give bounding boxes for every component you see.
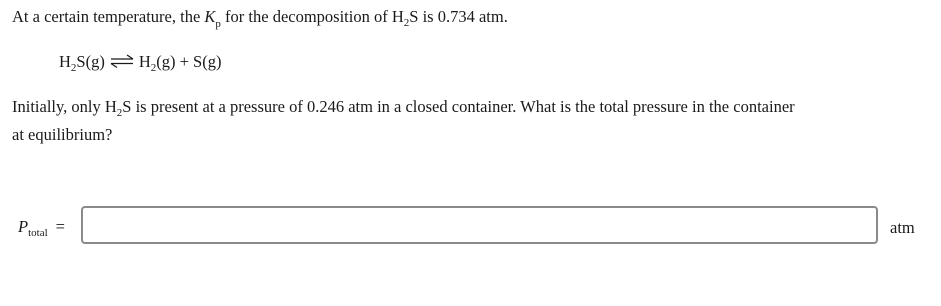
equals-sign: = bbox=[55, 217, 65, 236]
product-rest: (g) + S(g) bbox=[156, 52, 222, 71]
question-body bbox=[12, 96, 795, 118]
product1-h: H bbox=[138, 52, 151, 71]
reactant-rest: S(g) bbox=[76, 52, 105, 71]
product1-subscript: 2 bbox=[150, 62, 157, 74]
h2s-subscript: 2 bbox=[403, 17, 410, 29]
pressure-subscript: total bbox=[28, 227, 48, 239]
total-pressure-input[interactable] bbox=[81, 206, 878, 244]
reactant-h: H bbox=[59, 52, 71, 71]
intro-text-2: for the decomposition of H bbox=[220, 7, 404, 26]
pressure-symbol: P bbox=[18, 217, 29, 236]
reaction-equation bbox=[59, 51, 221, 73]
kp-subscript: p bbox=[215, 18, 221, 30]
question-intro bbox=[12, 6, 508, 28]
question-body-end: at equilibrium? bbox=[12, 125, 113, 144]
intro-text-1: At a certain temperature, the bbox=[12, 7, 205, 26]
answer-label bbox=[18, 217, 65, 239]
intro-text-3: S is 0.734 atm. bbox=[409, 7, 508, 26]
unit-label: atm bbox=[890, 218, 915, 237]
h2s-subscript-2: 2 bbox=[116, 107, 123, 119]
body-text-2: S is present at a pressure of 0.246 atm in a closed container. What is the total pressure in the container bbox=[122, 97, 795, 116]
reactant-subscript: 2 bbox=[70, 62, 77, 74]
body-text-1: Initially, only H bbox=[12, 97, 117, 116]
answer-row bbox=[0, 206, 941, 248]
equilibrium-arrow-icon bbox=[109, 54, 135, 68]
kp-symbol: K bbox=[204, 7, 216, 26]
